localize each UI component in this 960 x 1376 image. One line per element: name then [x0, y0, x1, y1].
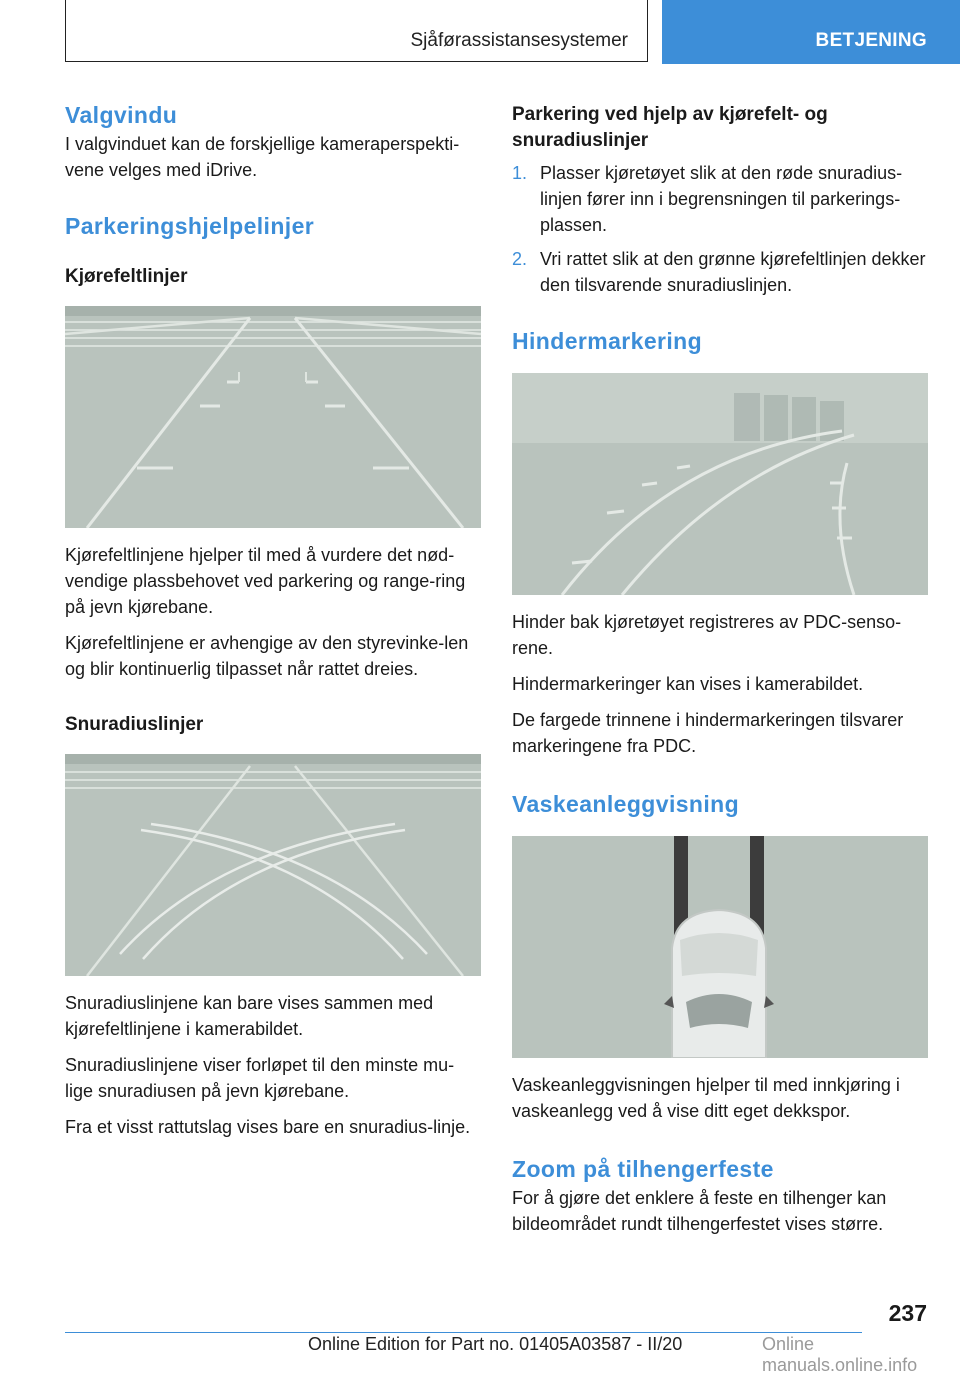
- heading-valgvindu: Valgvindu: [65, 102, 178, 128]
- snuradius-paragraph-3: Fra et visst rattutslag vises bare en snuradius-linje.: [65, 1117, 471, 1137]
- heading-hindermarkering: Hindermarkering: [512, 328, 703, 354]
- zoom-paragraph-1: For å gjøre det enklere å feste en tilhenger kan bildeområdet rundt tilhengerfestet vises større.: [512, 1188, 887, 1234]
- page-number: 237: [888, 1300, 927, 1326]
- vaske-paragraph-1: Vaskeanleggvisningen hjelper til med innkjøring i vaskeanlegg ved å vise ditt eget dekkspor.: [512, 1075, 900, 1121]
- step-number: 1.: [512, 163, 528, 183]
- kjorefelt-paragraph-2: Kjørefeltlinjene er avhengige av den styrevinke-len og blir kontinuerlig tilpasset når rattet dreies.: [65, 633, 469, 679]
- turning-radius-figure: [65, 754, 481, 976]
- footer-divider: [65, 1332, 862, 1333]
- heading-parkeringshjelpelinjer: Parkeringshjelpelinjer: [65, 213, 315, 239]
- heading-kjorefeltlinjer: Kjørefeltlinjer: [65, 266, 188, 287]
- step-text: Vri rattet slik at den grønne kjørefeltlinjen dekker den tilsvarende snuradiuslinjen.: [540, 249, 926, 295]
- lane-lines-figure: [65, 306, 481, 528]
- heading-zoom-tilhengerfeste: Zoom på tilhengerfeste: [512, 1156, 774, 1182]
- parking-steps-list: [512, 160, 928, 298]
- snuradius-paragraph-1: Snuradiuslinjene kan bare vises sammen med kjørefeltlinjene i kamerabildet.: [65, 993, 434, 1039]
- list-item: [512, 160, 928, 238]
- heading-vaskeanleggvisning: Vaskeanleggvisning: [512, 791, 740, 817]
- snuradius-paragraph-2: Snuradiuslinjene viser forløpet til den minste mu-lige snuradiusen på jevn kjørebane.: [65, 1055, 455, 1101]
- car-wash-view-figure: [512, 836, 928, 1058]
- hinder-paragraph-2: Hindermarkeringer kan vises i kamerabildet.: [512, 674, 864, 694]
- step-text: Plasser kjøretøyet slik at den røde snuradius-linjen fører inn i begrensningen til parkerings-plassen.: [540, 163, 903, 235]
- left-column: [65, 100, 481, 1140]
- list-item: [512, 246, 928, 298]
- edition-text: Online Edition for Part no. 01405A03587 - II/20: [308, 1334, 683, 1354]
- section-title: Sjåførassistansesystemer: [410, 30, 628, 51]
- valgvindu-text: I valgvinduet kan de forskjellige kameraperspekti-vene velges med iDrive.: [65, 134, 460, 180]
- heading-parkering-linjer: Parkering ved hjelp av kjørefelt- og snuradiuslinjer: [512, 104, 828, 151]
- right-column: [512, 100, 928, 1237]
- step-number: 2.: [512, 249, 528, 269]
- hinder-paragraph-3: De fargede trinnene i hindermarkeringen tilsvarer markeringene fra PDC.: [512, 710, 904, 756]
- heading-snuradiuslinjer: Snuradiuslinjer: [65, 714, 204, 735]
- obstacle-marking-figure: [512, 373, 928, 595]
- footer-watermark: Online manuals.online.info: [762, 1334, 918, 1375]
- chapter-tab-label: BETJENING: [815, 30, 927, 51]
- chapter-tab: [662, 0, 960, 64]
- hinder-paragraph-1: Hinder bak kjøretøyet registreres av PDC-senso-rene.: [512, 612, 902, 658]
- kjorefelt-paragraph-1: Kjørefeltlinjene hjelper til med å vurdere det nød-vendige plassbehovet ved parkering og range-ring på jevn kjørebane.: [65, 545, 466, 617]
